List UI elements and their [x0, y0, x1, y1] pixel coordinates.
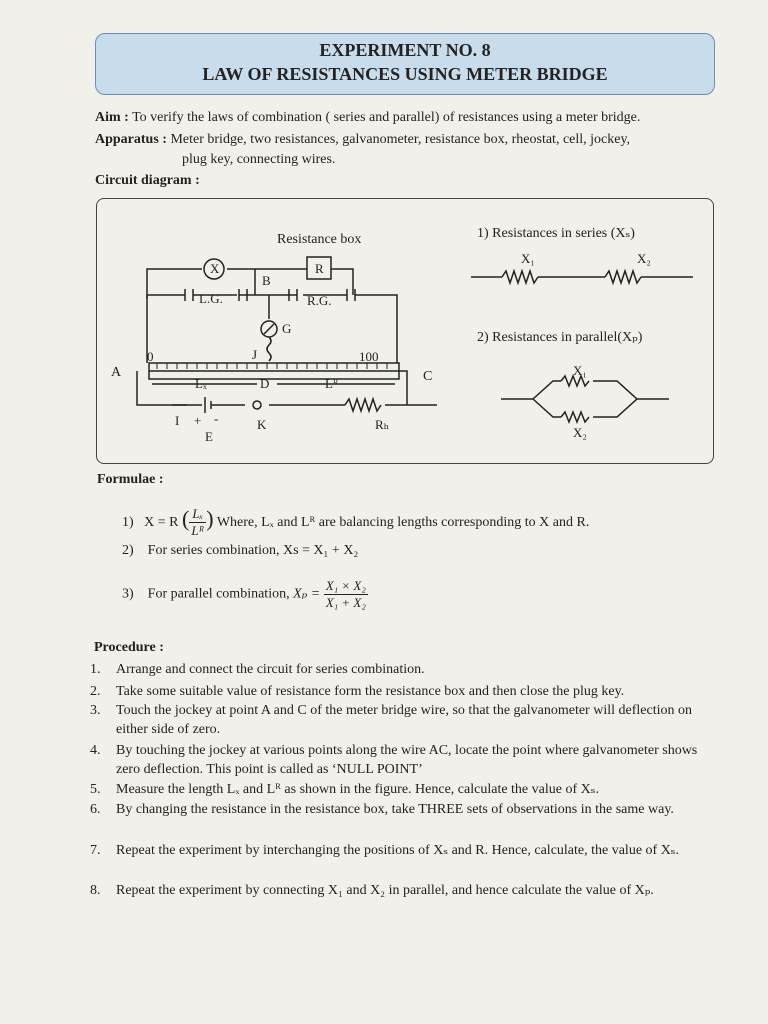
step-text: Measure the length Lₓ and Lᴿ as shown in the figure. Hence, calculate the value of Xₛ.	[116, 782, 599, 797]
formula-1-text: Where, Lₓ and Lᴿ are balancing lengths corresponding to X and R.	[216, 515, 590, 530]
step-text: By changing the resistance in the resistance box, take THREE sets of observations in the same way.	[116, 802, 674, 817]
parallel-x1-label: X₁	[573, 363, 587, 378]
step-number: 5.	[90, 782, 101, 797]
step-number: 3.	[90, 703, 101, 718]
k-label: K	[257, 417, 267, 432]
formula-2	[122, 543, 358, 559]
procedure-step	[90, 701, 715, 739]
c-label: C	[423, 369, 433, 384]
title-banner	[95, 33, 715, 95]
formula-1-num: 1)	[122, 515, 134, 530]
formula-1: 1) X = R ( $\frac{\text{Lₓ}}{\text{Lᴿ}}$ ) Where, Lₓ and Lᴿ are balancing lengths corresponding to X and R.	[122, 506, 590, 539]
step-text: Repeat the experiment by connecting X₁ and X₂ in parallel, and hence calculate the value of Xₚ.	[116, 883, 654, 898]
lr-label: Lᴿ	[325, 376, 339, 391]
procedure-step	[90, 741, 715, 779]
experiment-title: LAW OF RESISTANCES USING METER BRIDGE	[202, 64, 608, 84]
rg-label: R.G.	[307, 293, 332, 308]
formula-1-frac-den: Lᴿ	[191, 523, 205, 539]
step-text: Arrange and connect the circuit for series combination.	[116, 662, 425, 677]
step-number: 4.	[90, 743, 101, 758]
procedure-step	[90, 881, 715, 900]
step-number: 6.	[90, 802, 101, 817]
apparatus-line-2: plug key, connecting wires.	[182, 152, 336, 167]
wire-battery-left	[137, 371, 202, 405]
formula-1-lhs: X = R	[144, 515, 179, 530]
step-text: Take some suitable value of resistance form the resistance box and then close the plug key.	[116, 684, 625, 699]
procedure-step	[90, 800, 715, 819]
aim-label: Aim :	[95, 110, 129, 125]
formula-3-lhs: Xₚ =	[293, 586, 321, 602]
g-label: G	[282, 321, 292, 336]
aim-text: To verify the laws of combination ( series and parallel) of resistances using a meter bridge.	[132, 110, 641, 125]
parallel-title: 2) Resistances in parallel(Xₚ)	[477, 330, 643, 345]
a-label: A	[111, 365, 122, 380]
step-number: 8.	[90, 883, 101, 898]
wire-r-right	[331, 269, 353, 295]
resistance-box-label: Resistance box	[277, 232, 362, 247]
step-text: By touching the jockey at various points along the wire AC, locate the point where galvanometer shows zero deflection. This point is called as ‘NULL POINT’	[116, 743, 698, 777]
procedure-step	[90, 660, 715, 679]
series-title: 1) Resistances in series (Xₛ)	[477, 226, 635, 241]
step-number: 2.	[90, 684, 101, 699]
formula-3-frac-den: X₁ + X₂	[325, 595, 366, 610]
lx-label: Lₓ	[195, 376, 207, 391]
b-label: B	[262, 273, 271, 288]
step-number: 7.	[90, 843, 101, 858]
rh-label: Rₕ	[375, 417, 390, 432]
formula-2-text: For series combination, Xs = X₁ + X₂	[147, 543, 359, 558]
j-label: J	[252, 347, 258, 362]
aim-line	[95, 110, 640, 126]
step-text: Repeat the experiment by interchanging the positions of Xₛ and R. Hence, calculate, the value of Xₛ.	[116, 843, 680, 858]
formula-3-text: For parallel combination,	[147, 586, 290, 602]
apparatus-line	[95, 132, 630, 148]
parallel-x2-resistor	[561, 412, 589, 422]
wire-left-top	[147, 269, 202, 363]
zero-label: 0	[147, 349, 154, 364]
minus-label: -	[214, 411, 219, 426]
series-x2-resistor	[605, 271, 641, 283]
apparatus-text: Meter bridge, two resistances, galvanometer, resistance box, rheostat, cell, jockey,	[170, 132, 631, 147]
lg-label: L.G.	[199, 291, 223, 306]
circuit-diagram-label: Circuit diagram :	[95, 173, 200, 188]
series-x2-label: X₂	[637, 251, 651, 266]
formula-2-num: 2)	[122, 543, 134, 558]
apparatus-label: Apparatus :	[95, 132, 167, 147]
step-text: Touch the jockey at point A and C of the meter bridge wire, so that the galvanometer will deflection on either side of zero.	[116, 703, 692, 737]
formula-3-frac-num: X₁ × X₂	[325, 578, 366, 593]
series-x1-label: X₁	[521, 251, 535, 266]
series-x1-resistor	[502, 271, 538, 283]
step-number: 1.	[90, 662, 101, 677]
r-label: R	[315, 261, 324, 276]
experiment-number: EXPERIMENT NO. 8	[319, 40, 491, 60]
procedure-step	[90, 780, 715, 799]
circuit-diagram	[96, 198, 714, 464]
formula-1-frac-num: Lₓ	[189, 506, 206, 523]
formula-3-num: 3)	[122, 586, 134, 602]
procedure-step	[90, 682, 715, 701]
d-label: D	[260, 376, 270, 391]
i-label: I	[175, 413, 180, 428]
x-label: X	[210, 261, 220, 276]
plug-key	[253, 401, 261, 409]
plus-label: +	[194, 413, 202, 428]
jockey-wire	[267, 337, 271, 361]
formulae-label: Formulae :	[97, 472, 164, 487]
hundred-label: 100	[359, 349, 379, 364]
procedure-step	[90, 841, 715, 860]
rheostat	[345, 399, 381, 411]
e-label: E	[205, 429, 213, 444]
parallel-x2-label: X₂	[573, 425, 587, 440]
formula-3	[122, 578, 368, 611]
procedure-label: Procedure :	[94, 640, 164, 655]
